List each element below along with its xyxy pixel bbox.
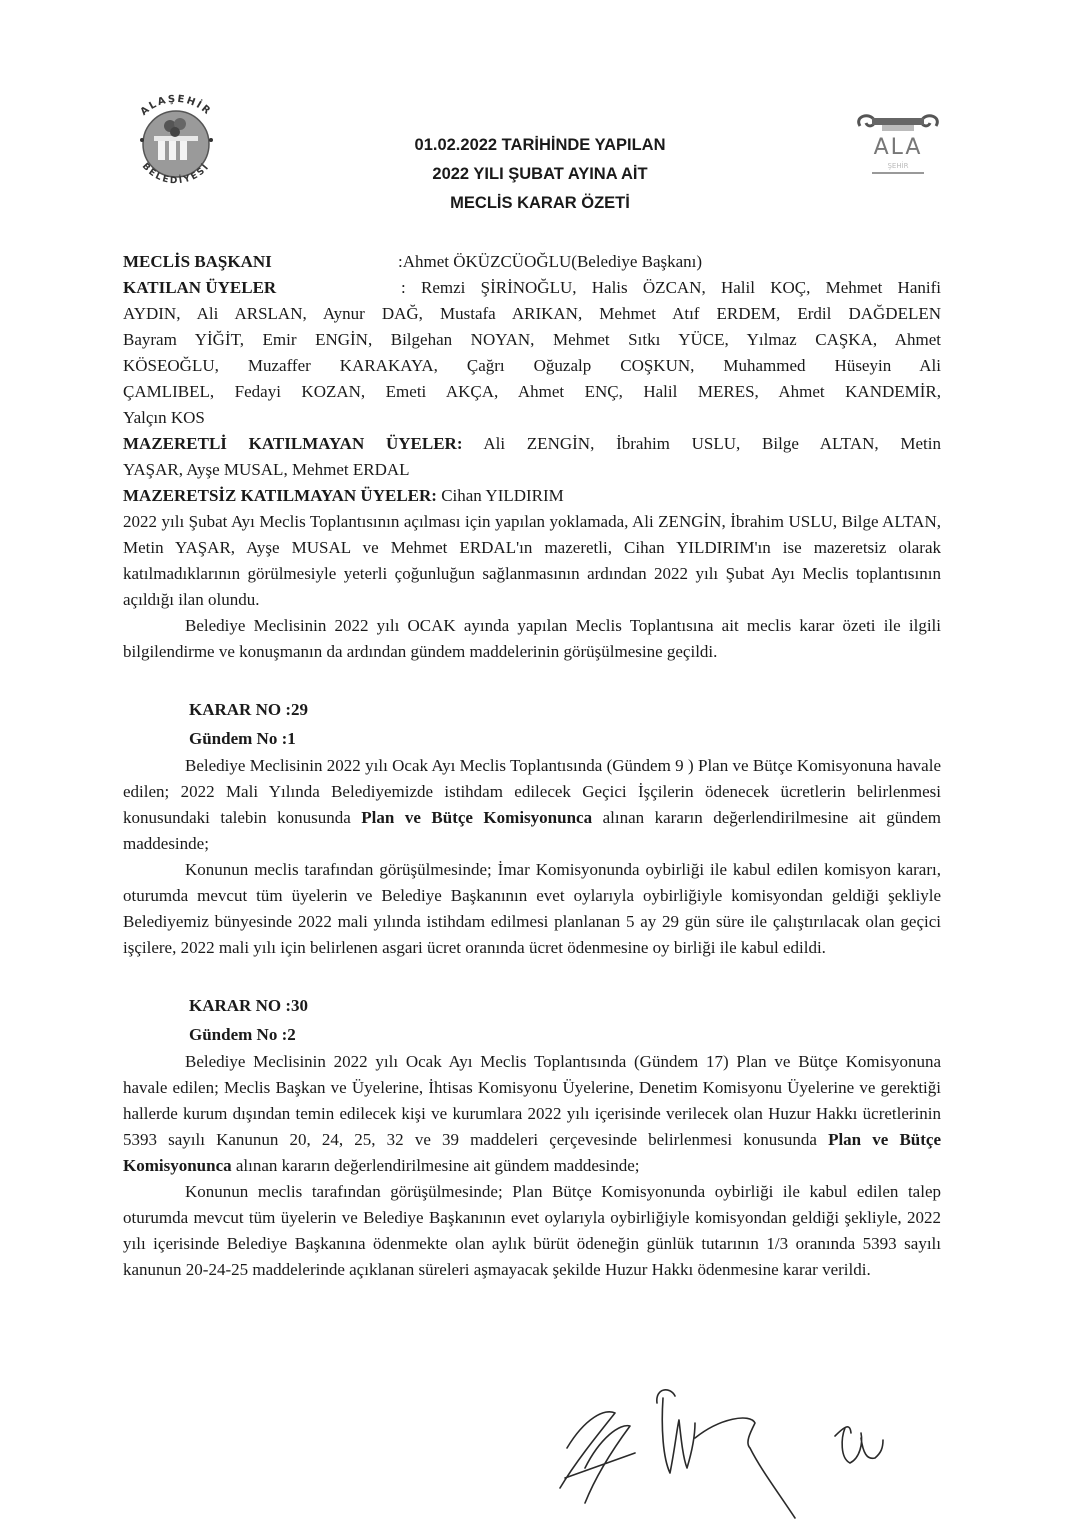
decision-text-tail: alınan kararın değerlendirilmesine ait gündem maddesinde; <box>231 1156 640 1175</box>
members-line: Yalçın KOS <box>123 408 205 427</box>
resolution-paragraph: Konunun meclis tarafından görüşülmesinde; İmar Komisyonunda oybirliği ile kabul edilen komisyon kararı, oturumda mevcut tüm üyelerin ve Belediye Başkanının evet oylarıyla oybirliğiyle komisyondan geldiği şekliyle Belediyemiz bünyesinde 2022 mali yılında istihdam edilmesi planlanan 5 ay 29 gün süre ile çalıştırılacak olan geçici işçilere, 2022 mali yılı için belirlenen asgari ücret oranında ücret ödenmesine oy birliği ile kabul edildi. <box>123 860 941 957</box>
decision-text: Belediye Meclisinin 2022 yılı Ocak Ayı Meclis Toplantısında (Gündem 17) Plan ve Bütçe Komisyonuna havale edilen; Meclis Başkan ve Üyelerine, İhtisas Komisyonu Üyelerine, Denetim Komisyonu Üyelerine ve gerektiği hallerde kurum dışından temin edilecek kişi ve kurumlara 2022 yılı içerisinde verilecek olan Huzur Hakkı ücretlerinin 5393 sayılı Kanunun 20, 24, 25, 32 ve 39 maddeleri çerçevesinde belirlenmesi konusunda <box>123 1052 941 1149</box>
document-body <box>123 249 941 1283</box>
unexcused-row <box>123 483 941 509</box>
ala-column-logo <box>852 110 944 178</box>
members-row <box>123 275 941 301</box>
handwritten-signatures <box>545 1378 945 1523</box>
agenda-number: Gündem No :1 <box>189 729 296 748</box>
decision-text: Belediye Meclisinin 2022 yılı Ocak Ayı Meclis Toplantısında (Gündem 9 ) Plan ve Bütçe Komisyonuna havale edilen; 2022 Mali Yılında Belediyemizde istihdam edilecek Geçici İşçilerin ödenecek ücretlerin belirlenmesi konusundaki talebin konusunda <box>123 756 941 827</box>
excused-first-line: Ali ZENGİN, İbrahim USLU, Bilge ALTAN, Metin <box>462 434 941 453</box>
municipality-seal-logo <box>118 84 234 200</box>
members-line: AYDIN, Ali ARSLAN, Aynur DAĞ, Mustafa ARIKAN, Mehmet Atıf ERDEM, Erdil DAĞDELEN <box>123 304 941 323</box>
excused-label: MAZERETLİ KATILMAYAN ÜYELER: <box>123 434 463 453</box>
title-line-2: 2022 YILI ŞUBAT AYINA AİT <box>432 165 648 183</box>
resolution-paragraph: Konunun meclis tarafından görüşülmesinde; Plan Bütçe Komisyonunda oybirliği ile kabul edilen talep oturumda mevcut tüm üyelerin ve Belediye Başkanının evet oylarıyla oybirliğiyle komisyondan geldiği şekliyle, 2022 yılı içerisinde Belediye Başkanına ödenmekte olan aylık bürüt ödeneğin günlük tutarının 1/3 oranında 5393 sayılı kanunun 20-24-25 maddelerinde açıklanan süreleri aşmayacak şekilde Huzur Hakkı ödenmesine karar verildi. <box>123 1182 941 1279</box>
title-line-1: 01.02.2022 TARİHİNDE YAPILAN <box>414 136 666 154</box>
decision-text-tail: alınan kararın değerlendirilmesine ait gündem maddesinde; <box>123 808 941 853</box>
svg-text:ŞEHİR: ŞEHİR <box>887 162 909 170</box>
members-label: KATILAN ÜYELER <box>123 278 277 297</box>
committee-name: Plan ve Bütçe Komisyonunca <box>361 808 593 827</box>
chair-row <box>123 249 941 275</box>
chair-value: :Ahmet ÖKÜZCÜOĞLU(Belediye Başkanı) <box>398 252 703 271</box>
unexcused-label: MAZERETSİZ KATILMAYAN ÜYELER: <box>123 486 437 505</box>
members-line: ÇAMLIBEL, Fedayi KOZAN, Emeti AKÇA, Ahmet ENÇ, Halil MERES, Ahmet KANDEMİR, <box>123 382 941 401</box>
members-line: KÖSEOĞLU, Muzaffer KARAKAYA, Çağrı Oğuzalp COŞKUN, Muhammed Hüseyin Ali <box>123 356 941 375</box>
svg-text:BELEDİYESİ: BELEDİYESİ <box>139 161 213 187</box>
excused-line: YAŞAR, Ayşe MUSAL, Mehmet ERDAL <box>123 460 410 479</box>
members-first-line: : Remzi ŞİRİNOĞLU, Halis ÖZCAN, Halil KOÇ, Mehmet Hanifi <box>401 278 941 297</box>
excused-row <box>123 431 941 457</box>
members-line: Bayram YİĞİT, Emir ENGİN, Bilgehan NOYAN, Mehmet Sıtkı YÜCE, Yılmaz CAŞKA, Ahmet <box>123 330 941 349</box>
decision-paragraph <box>123 753 941 857</box>
decision-paragraph <box>123 1049 941 1179</box>
svg-text:ALAŞEHİR: ALAŞEHİR <box>138 93 214 118</box>
svg-text:ALA: ALA <box>873 135 923 160</box>
agenda-number: Gündem No :2 <box>189 1025 296 1044</box>
chair-label: MECLİS BAŞKANI <box>123 252 272 271</box>
decision-number: KARAR NO :29 <box>189 700 308 719</box>
intro-paragraph: Belediye Meclisinin 2022 yılı OCAK ayında yapılan Meclis Toplantısına ait meclis karar özeti ile ilgili bilgilendirme ve konuşmanın da ardından gündem maddelerinin görüşülmesine geçildi. <box>123 616 941 661</box>
title-line-3: MECLİS KARAR ÖZETİ <box>450 194 630 212</box>
committee-name: Plan ve Bütçe Komisyonunca <box>123 1130 941 1175</box>
unexcused-value: Cihan YILDIRIM <box>436 486 564 505</box>
document-title <box>330 131 750 218</box>
roll-call-paragraph: 2022 yılı Şubat Ayı Meclis Toplantısının açılması için yapılan yoklamada, Ali ZENGİN, İbrahim USLU, Bilge ALTAN, Metin YAŞAR, Ayşe MUSAL ve Mehmet ERDAL'ın mazeretli, Cihan YILDIRIM'ın ise mazeretsiz olarak katılmadıklarının görülmesiyle yeterli çoğunluğun sağlanmasının ardından 2022 yılı Şubat Ayı Meclis toplantısının açıldığı ilan olundu. <box>123 512 941 609</box>
decision-number: KARAR NO :30 <box>189 996 308 1015</box>
